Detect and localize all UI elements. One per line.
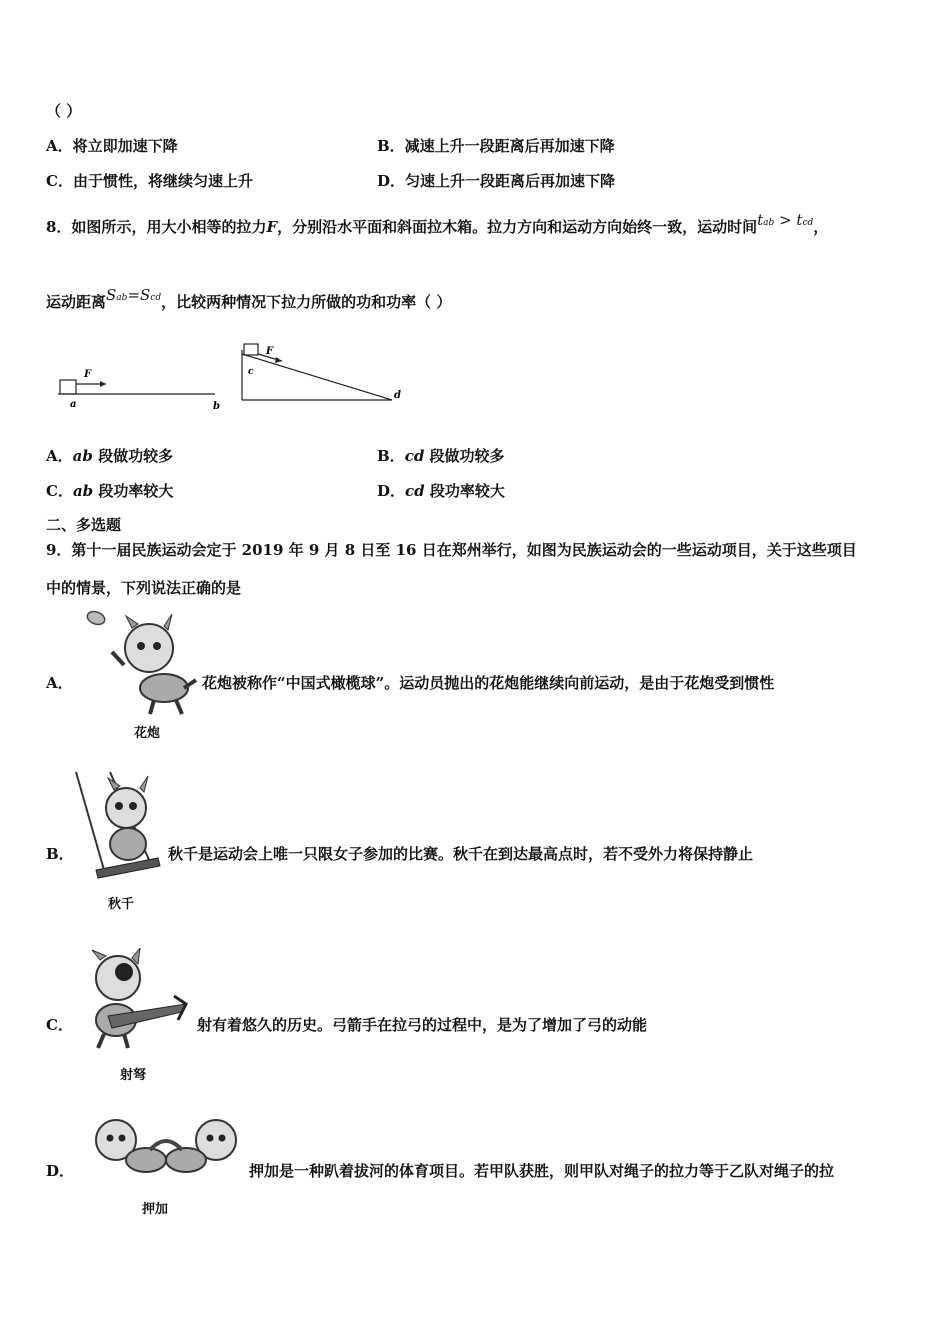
option-text: 段做功较多 xyxy=(92,447,174,465)
s-ab: S xyxy=(106,286,117,304)
q9-option-d-text: 押加是一种趴着拔河的体育项目。若甲队获胜，则甲队对绳子的拉力等于乙队对绳子的拉 xyxy=(249,1162,835,1180)
huapao-illustration xyxy=(84,610,204,720)
swing-rope-left xyxy=(76,772,104,870)
mascot-head xyxy=(106,788,146,828)
option-text: 段功率较大 xyxy=(93,482,174,500)
s-cd: S xyxy=(140,286,151,304)
shenu-caption: 射弩 xyxy=(120,1068,147,1083)
option-var: ab xyxy=(72,447,93,465)
q8-line2-b: ，比较两种情况下拉力所做的功和功率（ ） xyxy=(161,293,452,311)
q7-paren: （ ） xyxy=(46,102,82,120)
t-cd: t xyxy=(796,211,803,229)
option-letter: C． xyxy=(46,482,73,500)
mascot-head xyxy=(125,624,173,672)
t-cd-sub: cd xyxy=(802,218,814,228)
option-text: 段做功较多 xyxy=(424,447,505,465)
option-var: cd xyxy=(405,482,425,500)
label-F-horizontal: F xyxy=(84,369,92,380)
option-var: ab xyxy=(72,482,94,500)
option-letter: A． xyxy=(46,447,73,465)
q8-stem-line1 xyxy=(46,211,829,237)
q9-option-c-text: 射有着悠久的历史。弓箭手在拉弓的过程中，是为了增加了弓的动能 xyxy=(197,1016,648,1034)
t-ab-sub: ab xyxy=(763,218,775,228)
option-letter: D． xyxy=(377,482,406,500)
horizontal-plane-figure xyxy=(50,362,230,412)
q7-option-b: B．减速上升一段距离后再加速下降 xyxy=(377,137,615,155)
q8-time-formula xyxy=(757,211,813,229)
mascot-body xyxy=(110,828,146,860)
q9-option-c-letter: C． xyxy=(46,1016,73,1034)
gt-sign: > xyxy=(774,211,797,229)
q7-option-c: C．由于惯性，将继续匀速上升 xyxy=(46,172,253,190)
q8-text1: 8．如图所示，用大小相等的拉力 xyxy=(46,218,267,236)
qiuqian-illustration xyxy=(70,770,170,890)
s-ab-sub: ab xyxy=(116,293,128,303)
arrowhead-horizontal xyxy=(100,381,106,387)
q9-option-d-letter: D． xyxy=(46,1162,75,1180)
q7-option-a: A．将立即加速下降 xyxy=(46,137,178,155)
eq-sign: = xyxy=(127,286,141,304)
incline-slope xyxy=(242,354,392,400)
q7-option-d: D．匀速上升一段距离后再加速下降 xyxy=(377,172,616,190)
q8-option-d xyxy=(377,480,505,501)
label-b: b xyxy=(213,401,220,412)
section-heading-multiple-choice: 二、多选题 xyxy=(46,516,122,534)
yajia-illustration xyxy=(88,1114,246,1184)
mascot-left-body xyxy=(126,1148,166,1172)
firecracker-ball xyxy=(85,610,106,627)
q8-option-a xyxy=(46,445,173,466)
mascot-hair xyxy=(115,963,133,981)
q9-option-a-letter: A． xyxy=(46,674,73,692)
shenu-illustration xyxy=(78,948,193,1058)
q8-force-symbol: F xyxy=(266,218,278,236)
q9-stem-line1: 9．第十一届民族运动会定于 2019 年 9 月 8 日至 16 日在郑州举行，如图为民族运动会的一些运动项目，关于这些项目 xyxy=(46,541,857,559)
q8-comma: ， xyxy=(813,218,829,236)
q8-line2-a: 运动距离 xyxy=(46,293,107,311)
qiuqian-caption: 秋千 xyxy=(108,897,135,912)
q8-option-c xyxy=(46,480,173,501)
mascot-body xyxy=(140,674,188,702)
q8-distance-formula xyxy=(106,286,161,304)
option-text: 段功率较大 xyxy=(424,482,505,500)
box-on-plane xyxy=(60,380,76,394)
t-ab: t xyxy=(757,211,764,229)
q8-option-b xyxy=(377,445,505,466)
option-letter: B． xyxy=(377,447,405,465)
option-var: cd xyxy=(404,447,425,465)
mascot-right-body xyxy=(166,1148,206,1172)
q9-stem-line2: 中的情景，下列说法正确的是 xyxy=(46,579,242,597)
q8-text2: ，分别沿水平面和斜面拉木箱。拉力方向和运动方向始终一致，运动时间 xyxy=(277,218,758,236)
box-on-incline xyxy=(244,344,258,355)
label-a: a xyxy=(70,399,77,410)
yajia-caption: 押加 xyxy=(142,1202,169,1217)
s-cd-sub: cd xyxy=(150,293,162,303)
label-c: c xyxy=(248,367,254,377)
q9-option-a-text: 花炮被称作“中国式橄榄球”。运动员抛出的花炮能继续向前运动，是由于花炮受到惯性 xyxy=(202,674,775,692)
label-F-incline: F xyxy=(266,346,274,357)
arrowhead-incline xyxy=(275,357,282,363)
q8-stem-line2 xyxy=(46,286,452,312)
inclined-plane-figure xyxy=(232,338,412,410)
huapao-caption: 花炮 xyxy=(134,726,161,741)
q9-option-b-letter: B． xyxy=(46,845,74,863)
label-d: d xyxy=(394,390,401,401)
q9-option-b-text: 秋千是运动会上唯一只限女子参加的比赛。秋千在到达最高点时，若不受外力将保持静止 xyxy=(168,845,754,863)
